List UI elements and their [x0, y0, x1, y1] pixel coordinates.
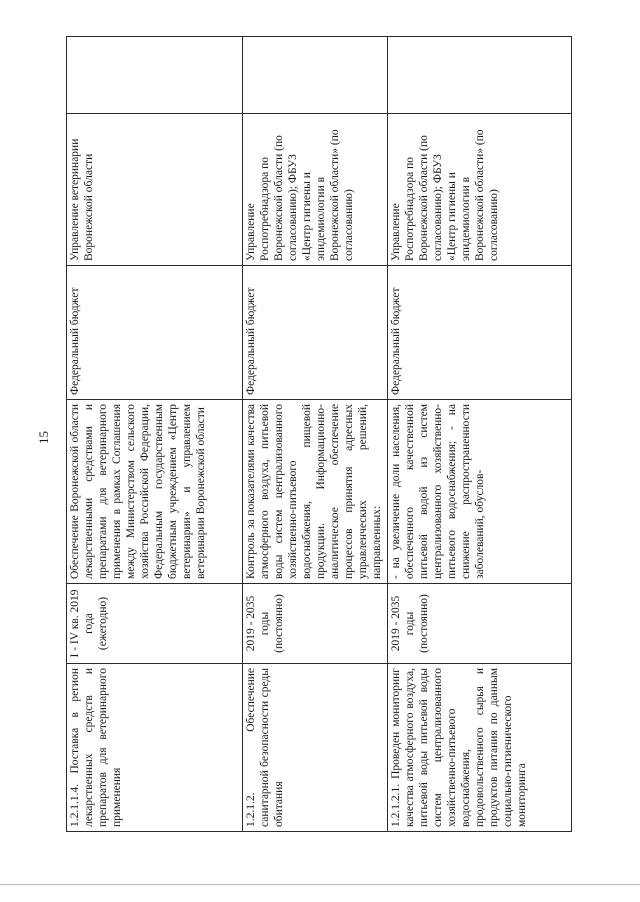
rotated-table [66, 37, 571, 832]
item-cell: 1.2.1.1.4. Поставка в регион лекарственных средств и препаратов для ветеринарного применения [67, 664, 243, 832]
item-cell: 1.2.1.2. Обеспечение санитарной безопасности среды обитания [243, 664, 388, 832]
period-cell: 2019 - 2035 годы (постоянно) [243, 584, 388, 664]
item-cell: 1.2.1.2.1. Проведен мониторинг качества атмосферного воздуха, питьевой воды питьевой воды систем централизованного хозяйственно-питьевого водоснабжения, продовольственного сырья и продуктов питания по данным социально-гигиенического мониторинга [388, 664, 572, 832]
content-cell: Обеспечение Воронежской области лекарственными средствами и препаратами для ветеринарного применения в рамках Соглашения между Министерством сельского хозяйства Российской Федерации, Федеральным государственным бюджетным учреждением «Центр ветеринарии» и управлением ветеринарии Воронежской области [67, 400, 243, 584]
period-cell: I - IV кв. 2019 года (ежегодно) [67, 584, 243, 664]
executor-cell: Управление ветеринарии Воронежской области [67, 114, 243, 266]
page-number: 15 [36, 431, 51, 444]
empty-cell [388, 37, 572, 114]
empty-cell [243, 37, 388, 114]
source-cell: Федеральный бюджет [243, 266, 388, 400]
content-cell: - на увеличение доли населения, обеспеченного качественной питьевой водой из систем централизованного хозяйственно-питьевого водоснабжения; - на снижение распространенности заболеваний, обуслов- [388, 400, 572, 584]
empty-cell [67, 37, 243, 114]
executor-cell: Управление Роспотребнадзора по Воронежской области (по согласованию); ФБУЗ «Центр гигиены и эпидемиологии в Воронежской области» (по согласованию) [243, 114, 388, 266]
bottom-rule [0, 884, 640, 885]
table-row [388, 37, 572, 832]
table-row [67, 37, 243, 832]
period-cell: 2019 - 2035 годы (постоянно) [388, 584, 572, 664]
content-cell: Контроль за показателями качества атмосферного воздуха, питьевой воды систем централизованного хозяйственно-питьевого водоснабжения, пищевой продукции. Информационно-аналитическое обеспечение процессов принятия адресных управленческих решений, направленных: [243, 400, 388, 584]
executor-cell: Управление Роспотребнадзора по Воронежской области (по согласованию); ФБУЗ «Центр гигиены и эпидемиологии в Воронежской области» (по согласованию) [388, 114, 572, 266]
activities-table [66, 36, 572, 832]
table-row [243, 37, 388, 832]
source-cell: Федеральный бюджет [388, 266, 572, 400]
source-cell: Федеральный бюджет [67, 266, 243, 400]
